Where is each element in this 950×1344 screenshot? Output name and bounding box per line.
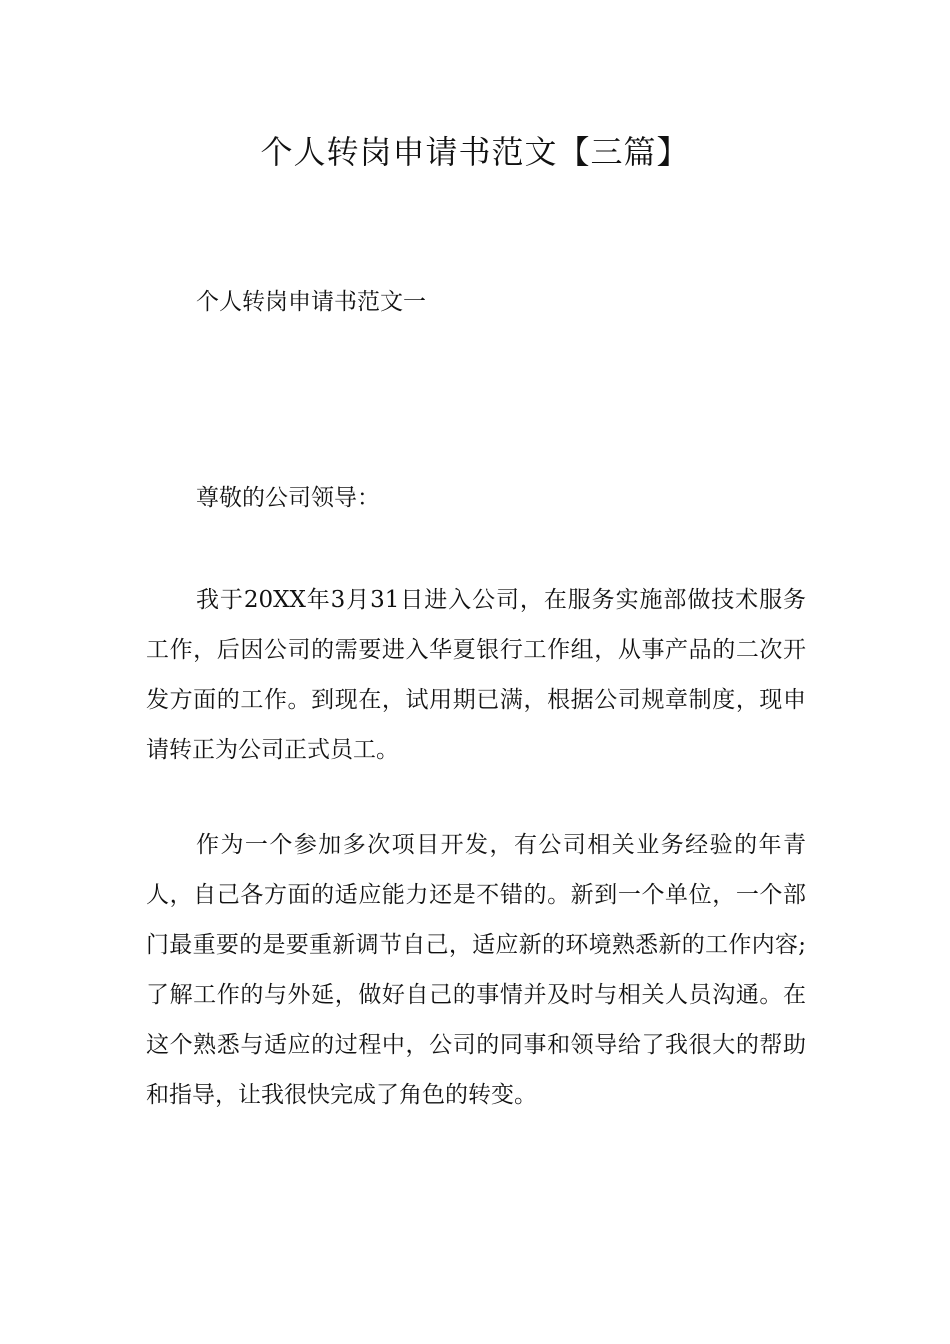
body-paragraph-2: 作为一个参加多次项目开发，有公司相关业务经验的年青人，自己各方面的适应能力还是不错的。新到一个单位，一个部门最重要的是要重新调节自己，适应新的环境熟悉新的工作内容;了解工作的与外延，做好自己的事情并及时与相关人员沟通。在这个熟悉与适应的过程中，公司的同事和领导给了我很大的帮助和指导，让我很快完成了角色的转变。 bbox=[146, 832, 806, 1108]
section-heading: 个人转岗申请书范文一 bbox=[196, 289, 426, 315]
salutation: 尊敬的公司领导： bbox=[196, 485, 380, 511]
document-title: 个人转岗申请书范文【三篇】 bbox=[260, 133, 690, 171]
body-paragraph-1: 我于20XX年3月31日进入公司，在服务实施部做技术服务工作，后因公司的需要进入华夏银行工作组，从事产品的二次开发方面的工作。到现在，试用期已满，根据公司规章制度，现申请转正为公司正式员工。 bbox=[146, 587, 806, 763]
